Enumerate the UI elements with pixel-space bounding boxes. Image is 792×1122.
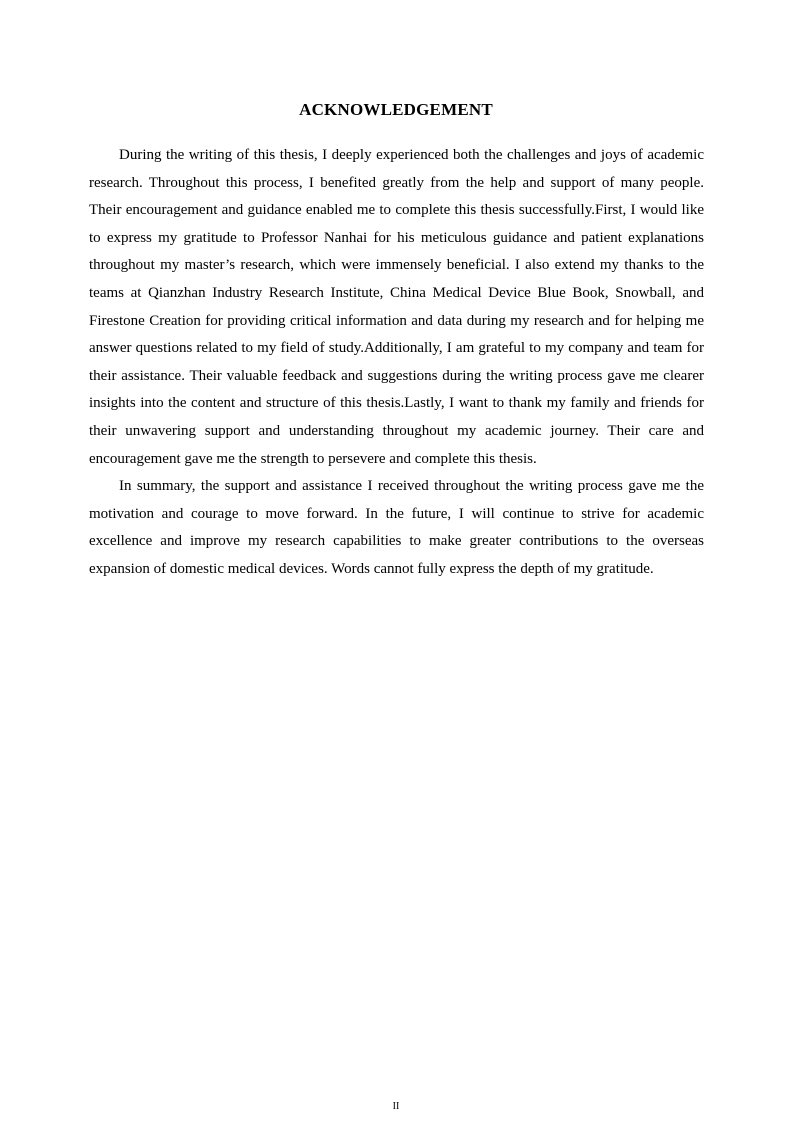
page-title: ACKNOWLEDGEMENT — [299, 100, 493, 119]
paragraph-gratitude: During the writing of this thesis, I deeply experienced both the challenges and joys of academic research. Throughout this process, I benefited greatly from the help and support of many people. Their encouragement and guidance enabled me to complete this thesis successfully.First, I would like to express my gratitude to Professor Nanhai for his meticulous guidance and patient explanations throughout my master’s research, which were immensely beneficial. I also extend my thanks to the teams at Qianzhan Industry Research Institute, China Medical Device Blue Book, Snowball, and Firestone Creation for providing critical information and data during my research and for helping me answer questions related to my field of study.Additionally, I am grateful to my company and team for their assistance. Their valuable feedback and suggestions during the writing process gave me clearer insights into the content and structure of this thesis.Lastly, I want to thank my family and friends for their unwavering support and understanding throughout my academic journey. Their care and encouragement gave me the strength to persevere and complete this thesis. — [89, 147, 704, 467]
acknowledgement-body — [89, 142, 704, 584]
page-number: II — [392, 1101, 400, 1112]
paragraph-summary: In summary, the support and assistance I received throughout the writing process gave me the motivation and courage to move forward. In the future, I will continue to strive for academic excellence and improve my research capabilities to make greater contributions to the overseas expansion of domestic medical devices. Words cannot fully express the depth of my gratitude. — [89, 478, 704, 577]
